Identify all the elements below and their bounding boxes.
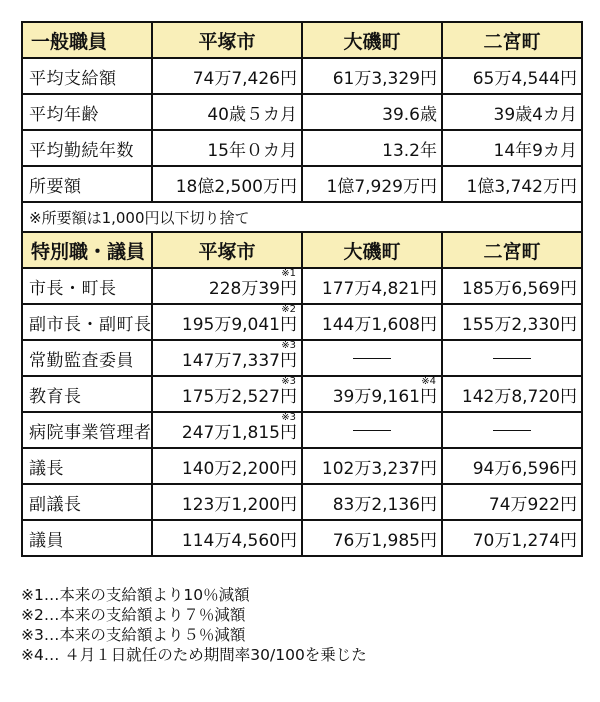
table-row — [22, 412, 582, 448]
cell-hiratsuka: 15年０カ月 — [152, 130, 302, 166]
cell-value: 228万39円 — [208, 278, 297, 299]
cell-value: 142万8,720円 — [461, 386, 577, 407]
cell-oiso — [302, 304, 442, 340]
special-header-label: 特別職・議員 — [22, 232, 152, 268]
row-label: 副市長・副町長 — [22, 304, 152, 340]
footnotes — [21, 585, 367, 665]
cell-value: 39万9,161円 — [332, 386, 437, 407]
cell-value: 76万1,985円 — [332, 530, 437, 551]
general-header-label: 一般職員 — [22, 22, 152, 58]
cell-value: 195万9,041円 — [181, 314, 297, 335]
footnote-mark: ※3 — [281, 412, 296, 423]
cell-oiso: 1億7,929万円 — [302, 166, 442, 202]
table-row — [22, 448, 582, 484]
empty-dash — [353, 430, 391, 431]
footnote-1: ※1…本来の支給額より10％減額 — [21, 586, 250, 604]
table-row — [22, 130, 582, 166]
special-header-oiso: 大磯町 — [302, 232, 442, 268]
special-body — [22, 268, 582, 556]
table-row — [22, 484, 582, 520]
footnote-mark: ※1 — [281, 268, 296, 279]
empty-dash — [493, 358, 531, 359]
table-row — [22, 94, 582, 130]
general-header-hiratsuka: 平塚市 — [152, 22, 302, 58]
table-row — [22, 304, 582, 340]
cell-oiso: 61万3,329円 — [302, 58, 442, 94]
cell-value: 70万1,274円 — [472, 530, 577, 551]
cell-hiratsuka: 40歳５カ月 — [152, 94, 302, 130]
general-header-ninomiya: 二宮町 — [442, 22, 582, 58]
cell-ninomiya: 14年9カ月 — [442, 130, 582, 166]
cell-oiso — [302, 340, 442, 376]
row-label: 平均支給額 — [22, 58, 152, 94]
cell-hiratsuka — [152, 412, 302, 448]
cell-ninomiya — [442, 484, 582, 520]
cell-value: 144万1,608円 — [321, 314, 437, 335]
cell-ninomiya — [442, 412, 582, 448]
cell-oiso — [302, 412, 442, 448]
table-row — [22, 340, 582, 376]
cell-hiratsuka — [152, 520, 302, 556]
cell-oiso — [302, 376, 442, 412]
row-label: 病院事業管理者 — [22, 412, 152, 448]
general-header-row — [22, 22, 582, 58]
cell-value: 102万3,237円 — [321, 458, 437, 479]
row-label: 平均勤続年数 — [22, 130, 152, 166]
cell-value: 123万1,200円 — [181, 494, 297, 515]
empty-dash — [353, 358, 391, 359]
general-header-oiso: 大磯町 — [302, 22, 442, 58]
footnote-mark: ※4 — [421, 376, 436, 387]
row-label: 常勤監査委員 — [22, 340, 152, 376]
cell-value: 94万6,596円 — [472, 458, 577, 479]
cell-ninomiya: 1億3,742万円 — [442, 166, 582, 202]
cell-ninomiya — [442, 304, 582, 340]
cell-value: 155万2,330円 — [461, 314, 577, 335]
cell-hiratsuka — [152, 304, 302, 340]
cell-ninomiya: 65万4,544円 — [442, 58, 582, 94]
row-label: 教育長 — [22, 376, 152, 412]
cell-value: 147万7,337円 — [181, 350, 297, 371]
footnote-4: ※4… ４月１日就任のため期間率30/100を乗じた — [21, 646, 367, 664]
cell-ninomiya — [442, 448, 582, 484]
cell-hiratsuka — [152, 376, 302, 412]
footnote-2: ※2…本来の支給額より７％減額 — [21, 606, 246, 624]
cell-value: 177万4,821円 — [321, 278, 437, 299]
cell-oiso — [302, 484, 442, 520]
salary-table — [21, 21, 583, 557]
general-note-row — [22, 202, 582, 232]
special-header-ninomiya: 二宮町 — [442, 232, 582, 268]
table-row — [22, 268, 582, 304]
row-label: 平均年齢 — [22, 94, 152, 130]
special-header-hiratsuka: 平塚市 — [152, 232, 302, 268]
row-label: 議員 — [22, 520, 152, 556]
cell-oiso: 39.6歳 — [302, 94, 442, 130]
salary-table-container — [21, 21, 581, 557]
cell-ninomiya — [442, 520, 582, 556]
cell-ninomiya — [442, 376, 582, 412]
cell-oiso — [302, 448, 442, 484]
cell-hiratsuka — [152, 268, 302, 304]
table-row — [22, 58, 582, 94]
cell-ninomiya: 39歳4カ月 — [442, 94, 582, 130]
table-row — [22, 376, 582, 412]
cell-ninomiya — [442, 268, 582, 304]
cell-hiratsuka — [152, 448, 302, 484]
rounding-note: ※所要額は1,000円以下切り捨て — [22, 202, 582, 232]
footnote-mark: ※3 — [281, 376, 296, 387]
table-row — [22, 520, 582, 556]
cell-hiratsuka: 74万7,426円 — [152, 58, 302, 94]
row-label: 副議長 — [22, 484, 152, 520]
cell-value: 247万1,815円 — [181, 422, 297, 443]
cell-oiso — [302, 268, 442, 304]
cell-hiratsuka — [152, 484, 302, 520]
special-header-row — [22, 232, 582, 268]
empty-dash — [493, 430, 531, 431]
cell-value: 185万6,569円 — [461, 278, 577, 299]
cell-hiratsuka: 18億2,500万円 — [152, 166, 302, 202]
row-label: 所要額 — [22, 166, 152, 202]
cell-ninomiya — [442, 340, 582, 376]
footnote-3: ※3…本来の支給額より５％減額 — [21, 626, 246, 644]
cell-value: 114万4,560円 — [181, 530, 297, 551]
cell-value: 83万2,136円 — [332, 494, 437, 515]
cell-oiso: 13.2年 — [302, 130, 442, 166]
cell-oiso — [302, 520, 442, 556]
cell-value: 74万922円 — [488, 494, 577, 515]
cell-value: 175万2,527円 — [181, 386, 297, 407]
footnote-mark: ※3 — [281, 340, 296, 351]
row-label: 市長・町長 — [22, 268, 152, 304]
cell-hiratsuka — [152, 340, 302, 376]
footnote-mark: ※2 — [281, 304, 296, 315]
table-row — [22, 166, 582, 202]
cell-value: 140万2,200円 — [181, 458, 297, 479]
row-label: 議長 — [22, 448, 152, 484]
